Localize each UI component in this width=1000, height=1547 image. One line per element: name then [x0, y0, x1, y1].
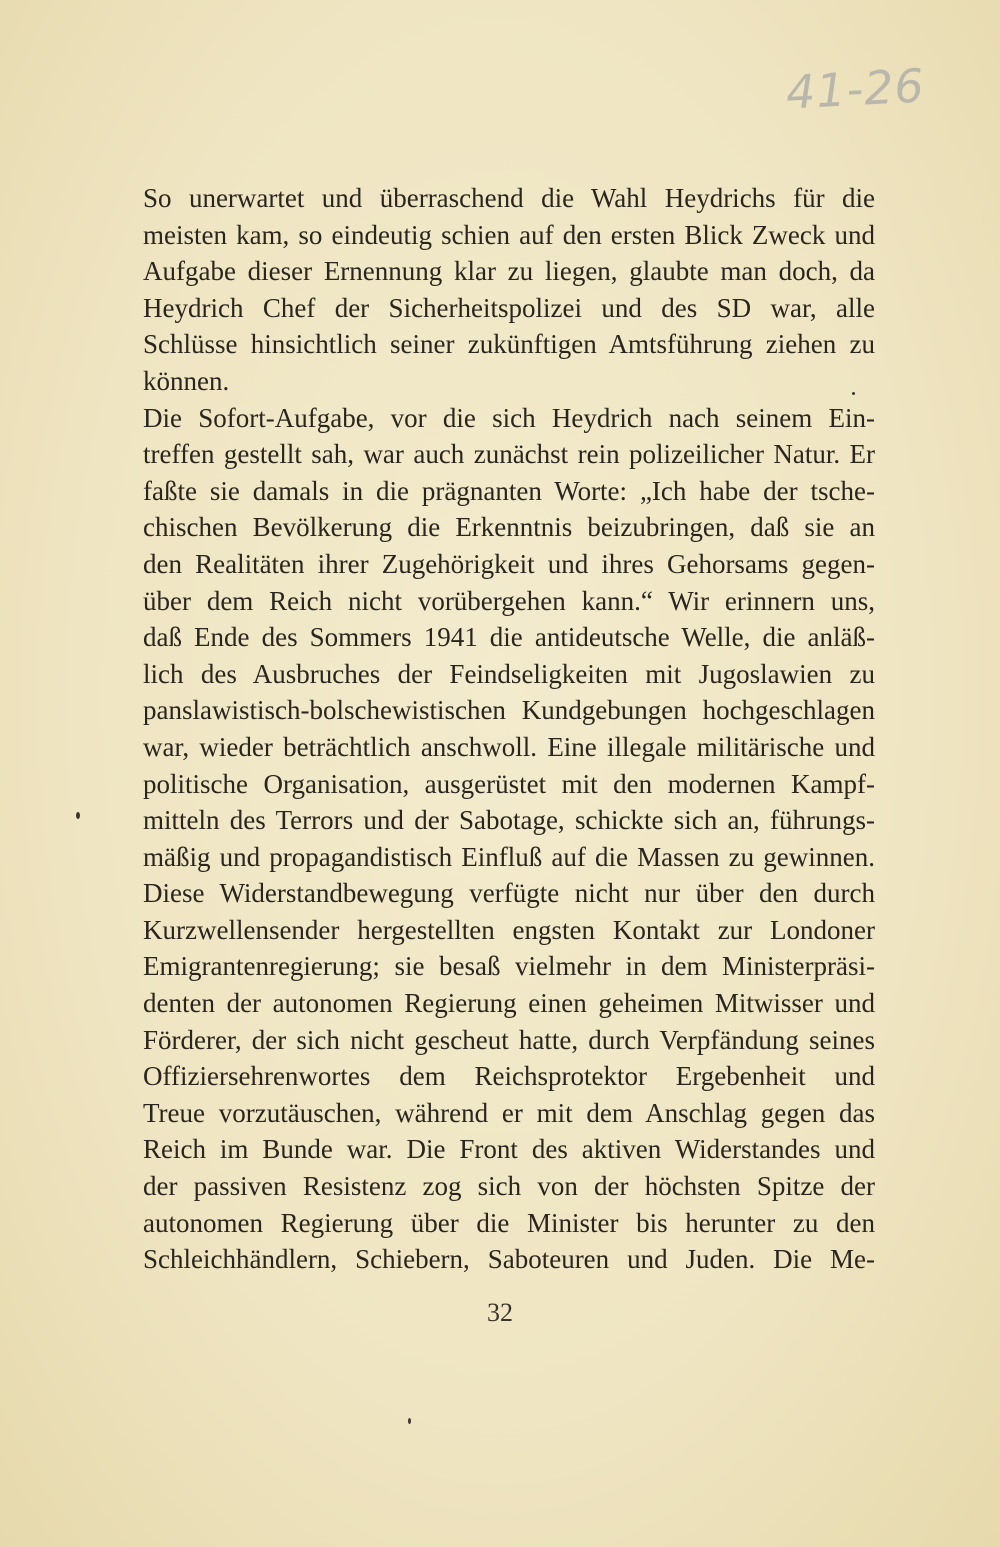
text-line: Diese Widerstandbewegung verfügte nicht nur über den durch	[143, 878, 875, 909]
page-number: 32	[487, 1298, 513, 1327]
body-text	[143, 180, 875, 1278]
text-line: Die Sofort-Aufgabe, vor die sich Heydrich nach seinem Ein-	[143, 402, 875, 433]
archive-number: 41-26	[784, 58, 926, 120]
text-line: Heydrich Chef der Sicherheitspolizei und des SD war, alle	[143, 292, 875, 323]
text-line: chischen Bevölkerung die Erkenntnis beizubringen, daß sie an	[143, 512, 875, 543]
text-line: Schleichhändlern, Schiebern, Saboteuren und Juden. Die Me-	[143, 1244, 875, 1275]
ink-speck	[852, 392, 855, 395]
ink-speck	[76, 812, 80, 819]
text-line: über dem Reich nicht vorübergehen kann.“ Wir erinnern uns,	[143, 585, 875, 616]
text-line: panslawistisch-bolschewistischen Kundgebungen hochgeschlagen	[143, 695, 875, 726]
text-line: mäßig und propagandistisch Einfluß auf die Massen zu gewinnen.	[143, 841, 875, 872]
text-line: meisten kam, so eindeutig schien auf den ersten Blick Zweck und	[143, 219, 875, 250]
text-line: Reich im Bunde war. Die Front des aktiven Widerstandes und	[143, 1134, 875, 1165]
text-line: können.	[143, 365, 230, 396]
text-line: der passiven Resistenz zog sich von der höchsten Spitze der	[143, 1171, 875, 1202]
text-line: Emigrantenregierung; sie besaß vielmehr in dem Ministerpräsi-	[143, 951, 875, 982]
text-line: denten der autonomen Regierung einen geheimen Mitwisser und	[143, 988, 875, 1019]
text-line: Kurzwellensender hergestellten engsten Kontakt zur Londoner	[143, 914, 875, 945]
text-line: Förderer, der sich nicht gescheut hatte, durch Verpfändung seines	[143, 1024, 875, 1055]
text-line: faßte sie damals in die prägnanten Worte: „Ich habe der tsche-	[143, 475, 875, 506]
text-line: Offiziersehrenwortes dem Reichsprotektor Ergebenheit und	[143, 1061, 875, 1092]
text-line: den Realitäten ihrer Zugehörigkeit und ihres Gehorsams gegen-	[143, 548, 875, 579]
text-line: Aufgabe dieser Ernennung klar zu liegen, glaubte man doch, da	[143, 256, 875, 287]
ink-speck	[408, 1418, 411, 1424]
text-line: mitteln des Terrors und der Sabotage, schickte sich an, führungs-	[143, 805, 875, 836]
text-line: Schlüsse hinsichtlich seiner zukünftigen Amtsführung ziehen zu	[143, 329, 875, 360]
text-line: So unerwartet und überraschend die Wahl Heydrichs für die	[143, 183, 875, 213]
text-line: Treue vorzutäuschen, während er mit dem Anschlag gegen das	[143, 1097, 875, 1128]
text-line: politische Organisation, ausgerüstet mit den modernen Kampf-	[143, 768, 875, 799]
text-line: autonomen Regierung über die Minister bis herunter zu den	[143, 1207, 875, 1238]
text-line: lich des Ausbruches der Feindseligkeiten mit Jugoslawien zu	[143, 658, 875, 689]
text-line: treffen gestellt sah, war auch zunächst rein polizeilicher Natur. Er	[143, 439, 875, 470]
text-line: war, wieder beträchtlich anschwoll. Eine illegale militärische und	[143, 731, 875, 762]
text-line: daß Ende des Sommers 1941 die antideutsche Welle, die anläß-	[143, 622, 875, 653]
